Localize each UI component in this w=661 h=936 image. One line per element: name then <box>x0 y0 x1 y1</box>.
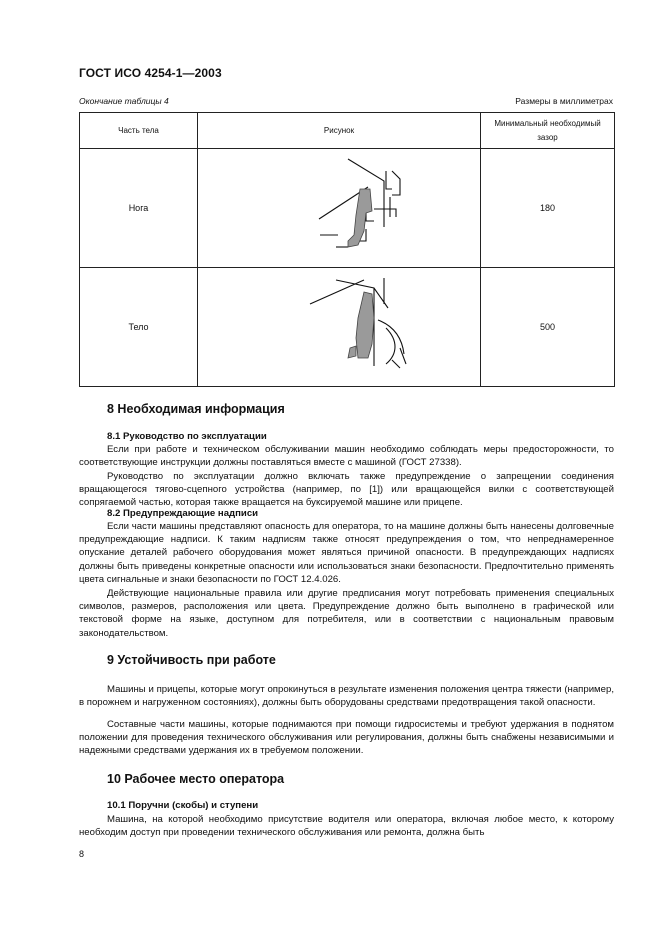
cell-figure <box>198 149 481 268</box>
cell-part: Тело <box>80 268 198 387</box>
section-10-title: 10 Рабочее место оператора <box>107 772 285 786</box>
leg-clearance-drawing <box>198 149 481 265</box>
paragraph: Руководство по эксплуатации должно включать также предупреждение о запрещении соединения вращающегося тягово-сцепного устройства (например, по [1]) или вращающейся вилки с соответствующей сопрягаемой частью, которая также вращается на буксируемой машине или прицепе. <box>79 471 614 509</box>
cell-gap: 180 <box>481 149 615 268</box>
standard-header: ГОСТ ИСО 4254-1—2003 <box>79 66 222 80</box>
paragraph: Составные части машины, которые поднимаются при помощи гидросистемы и требуют удержания в поднятом положении для проведения технического обслуживания или регулирования, должны быть снабжены независимыми и надежными средствами удержания их в требуемом положении. <box>79 719 614 757</box>
page-number: 8 <box>79 849 85 859</box>
cell-gap: 500 <box>481 268 615 387</box>
cell-part: Нога <box>80 149 198 268</box>
section-10-1-title: 10.1 Поручни (скобы) и ступени <box>107 800 259 811</box>
column-header-part: Часть тела <box>80 113 198 149</box>
table-continuation-caption: Окончание таблицы 4 <box>79 96 169 106</box>
table-row <box>80 268 615 387</box>
cell-figure <box>198 268 481 387</box>
paragraph: Если при работе и техническом обслуживании машин необходимо соблюдать меры предосторожности, то соответствующие инструкции должны поставляться вместе с машиной (ГОСТ 27338). <box>79 444 614 469</box>
table-row <box>80 149 615 268</box>
column-header-figure: Рисунок <box>198 113 481 149</box>
section-8-1-title: 8.1 Руководство по эксплуатации <box>107 431 267 442</box>
section-8-2-title: 8.2 Предупреждающие надписи <box>107 508 259 519</box>
paragraph: Действующие национальные правила или другие предписания могут потребовать применения специальных символов, размеров, расположения или цвета. Предупреждение должно быть выполнено в графической или текстовой форме на языке, доступном для потребителя, или в соответствии с национальным правовым законодательством. <box>79 588 614 639</box>
table-header-row <box>80 113 615 149</box>
paragraph: Машина, на которой необходимо присутствие водителя или оператора, включая любое место, к которому необходим доступ при проведении технического обслуживания или ремонта, должна быть <box>79 814 614 839</box>
units-note: Размеры в миллиметрах <box>515 96 613 106</box>
clearance-table <box>79 112 615 387</box>
column-header-gap: Минимальный необходимый зазор <box>481 113 615 149</box>
body-clearance-drawing <box>198 268 481 384</box>
section-8-title: 8 Необходимая информация <box>107 402 285 416</box>
section-9-title: 9 Устойчивость при работе <box>107 653 276 667</box>
paragraph: Машины и прицепы, которые могут опрокинуться в результате изменения положения центра тяжести (например, в порожнем и нагруженном состояниях), должны быть оборудованы средствами предотвращения такой опасности. <box>79 684 614 709</box>
paragraph: Если части машины представляют опасность для оператора, то на машине должны быть нанесены долговечные предупреждающие надписи. К таким надписям также относят предупреждения о том, что непреднамеренное опускание деталей рабочего оборудования может являться причиной опасности. В предупреждающих надписях должны быть приведены конкретные опасности или использоваться знаки безопасности. Предпочтительно применять цвета сигнальные и знаки безопасности по ГОСТ 12.4.026. <box>79 521 614 585</box>
